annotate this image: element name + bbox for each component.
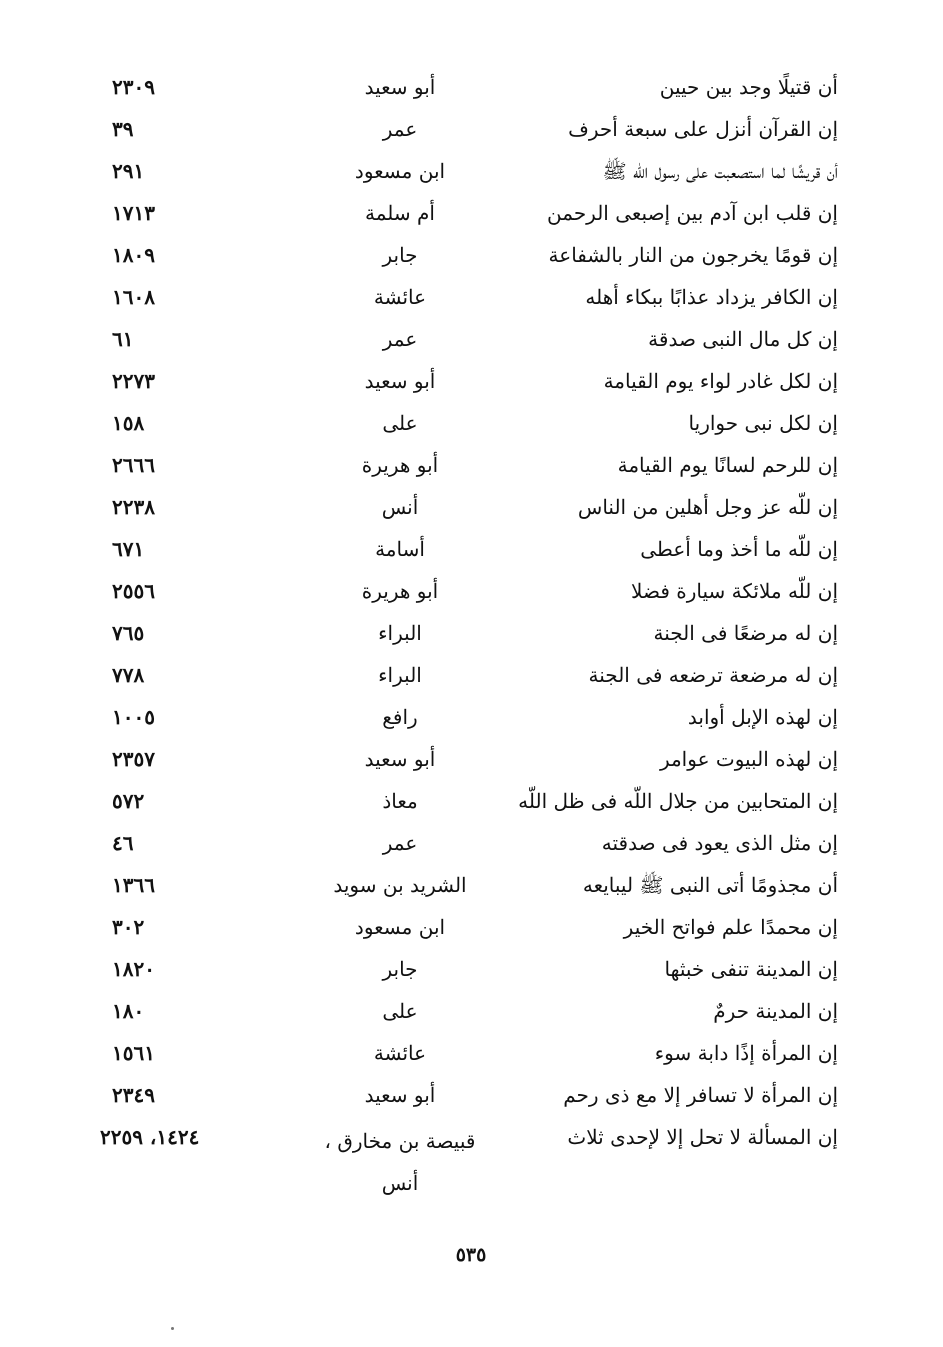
hadith-number: ٢٣٠٩ [112,75,155,99]
narrator-name: على [382,999,418,1023]
hadith-text: إن المرأة إذًا دابة سوء [654,1041,838,1065]
hadith-text: إن للرحم لسانًا يوم القيامة [617,453,838,477]
index-row [0,738,943,780]
narrator-name: على [382,411,418,435]
narrator-name: ابن مسعود [354,159,446,183]
narrator-name: أبو هريرة [361,453,439,477]
index-row [0,360,943,402]
hadith-number: ٣٠٢ [112,915,145,939]
scan-speck [171,1327,174,1330]
narrator-name: الشريد بن سويد [333,873,467,897]
index-row [0,696,943,738]
hadith-text: إن الكافر يزداد عذابًا ببكاء أهله [585,285,838,309]
narrator-name: قبيصة بن مخارق ، [324,1129,476,1153]
index-row [0,906,943,948]
hadith-text: إن للّه ما أخذ وما أعطى [640,537,838,561]
index-row [0,822,943,864]
index-row [0,150,943,192]
hadith-number: ١٥٨ [112,411,145,435]
narrator-name: ابن مسعود [354,915,446,939]
index-row [0,318,943,360]
hadith-number: ١٧١٣ [112,201,155,225]
hadith-number: ١٠٠٥ [112,705,155,729]
hadith-text: إن لهذه الإبل أوابد [687,705,838,729]
narrator-name: أبو سعيد [364,747,436,771]
hadith-number: ٢٥٥٦ [112,579,155,603]
hadith-number: ١٥٦١ [112,1041,155,1065]
index-row [0,948,943,990]
narrator-names [300,1120,500,1204]
hadith-number: ٢٣٥٧ [112,747,155,771]
hadith-number: ٥٧٢ [112,789,145,813]
narrator-name: أبو سعيد [364,1083,436,1107]
hadith-text: إن له مرضعًا فى الجنة [653,621,838,645]
hadith-text: إن مثل الذى يعود فى صدقته [601,831,838,855]
hadith-text: إن كل مال النبى صدقة [648,327,838,351]
narrator-name: البراء [378,663,422,687]
narrator-name: عمر [382,831,418,855]
index-row [0,66,943,108]
hadith-number: ٦٧١ [112,537,145,561]
hadith-text: إن المرأة لا تسافر إلا مع ذى رحم [563,1083,838,1107]
hadith-text: إن قومًا يخرجون من النار بالشفاعة [548,243,838,267]
narrator-name: رافع [382,705,418,729]
hadith-numbers: ١٤٢٤، ٢٢٥٩ [100,1125,200,1149]
index-row [0,654,943,696]
hadith-number: ٢٣٤٩ [112,1083,155,1107]
hadith-index-table [0,66,943,1200]
narrator-name: جابر [382,243,418,267]
hadith-number: ٢٢٧٣ [112,369,155,393]
index-row [0,276,943,318]
hadith-text: إن للّه ملائكة سيارة فضلا [631,579,838,603]
index-row [0,570,943,612]
hadith-text: إن محمدًا علم فواتح الخير [623,915,838,939]
narrator-name: أسامة [375,537,425,561]
index-row [0,528,943,570]
hadith-text: إن المتحابين من جلال اللّه فى ظل اللّه [518,789,838,813]
narrator-name: عائشة [373,285,427,309]
narrator-name: عائشة [373,1041,427,1065]
narrator-name: البراء [378,621,422,645]
hadith-number: ٣٩ [112,117,134,141]
hadith-text: أن قتيلًا وجد بين حيين [659,75,838,99]
hadith-text: أن قريشًا لما استصعبت على رسول اللّه ﷺ [602,159,838,183]
hadith-number: ٢٢٣٨ [112,495,155,519]
hadith-text: إن لهذه البيوت عوامر [659,747,838,771]
index-row [0,1032,943,1074]
hadith-text: إن قلب ابن آدم بين إصبعى الرحمن [547,201,838,225]
narrator-name: أبو سعيد [364,75,436,99]
index-row [0,864,943,906]
hadith-number: ٤٦ [112,831,134,855]
hadith-number: ٦١ [112,327,134,351]
page-number: ٥٣٥ [455,1244,487,1266]
narrator-name: أنس [381,1171,419,1195]
index-row [0,234,943,276]
hadith-number: ١٨٠٩ [112,243,155,267]
hadith-text: إن المدينة حرمٌ [713,999,838,1023]
hadith-number: ١٦٠٨ [112,285,155,309]
index-row [0,486,943,528]
index-row [0,1074,943,1116]
index-row [0,108,943,150]
hadith-number: ٧٦٥ [112,621,145,645]
index-row [0,780,943,822]
hadith-number: ١٣٦٦ [112,873,155,897]
narrator-name: أبو هريرة [361,579,439,603]
hadith-number: ١٨٢٠ [112,957,155,981]
hadith-text: إن المدينة تنفى خبثها [664,957,838,981]
narrator-name: أبو سعيد [364,369,436,393]
index-row [0,402,943,444]
hadith-text: إن لكل نبى حواريا [688,411,838,435]
index-row [0,192,943,234]
index-row [0,444,943,486]
hadith-text: إن له مرضعة ترضعه فى الجنة [588,663,838,687]
narrator-name: معاذ [382,789,418,813]
narrator-name: عمر [382,117,418,141]
index-row [0,612,943,654]
hadith-number: ٧٧٨ [112,663,145,687]
narrator-name: جابر [382,957,418,981]
hadith-number: ٢٩١ [112,159,145,183]
index-row [0,1116,943,1200]
narrator-name: أنس [381,495,419,519]
index-row [0,990,943,1032]
hadith-text: إن القرآن أنزل على سبعة أحرف [568,117,838,141]
hadith-text: أن مجذومًا أتى النبى ﷺ ليبايعه [582,873,838,897]
hadith-number: ١٨٠ [112,999,145,1023]
hadith-text: إن المسألة لا تحل إلا لإحدى ثلاث [567,1125,838,1149]
narrator-name: عمر [382,327,418,351]
narrator-name: أم سلمة [365,201,435,225]
hadith-text: إن للّه عز وجل أهلين من الناس [577,495,838,519]
hadith-text: إن لكل غادر لواء يوم القيامة [603,369,838,393]
hadith-number: ٢٦٦٦ [112,453,155,477]
